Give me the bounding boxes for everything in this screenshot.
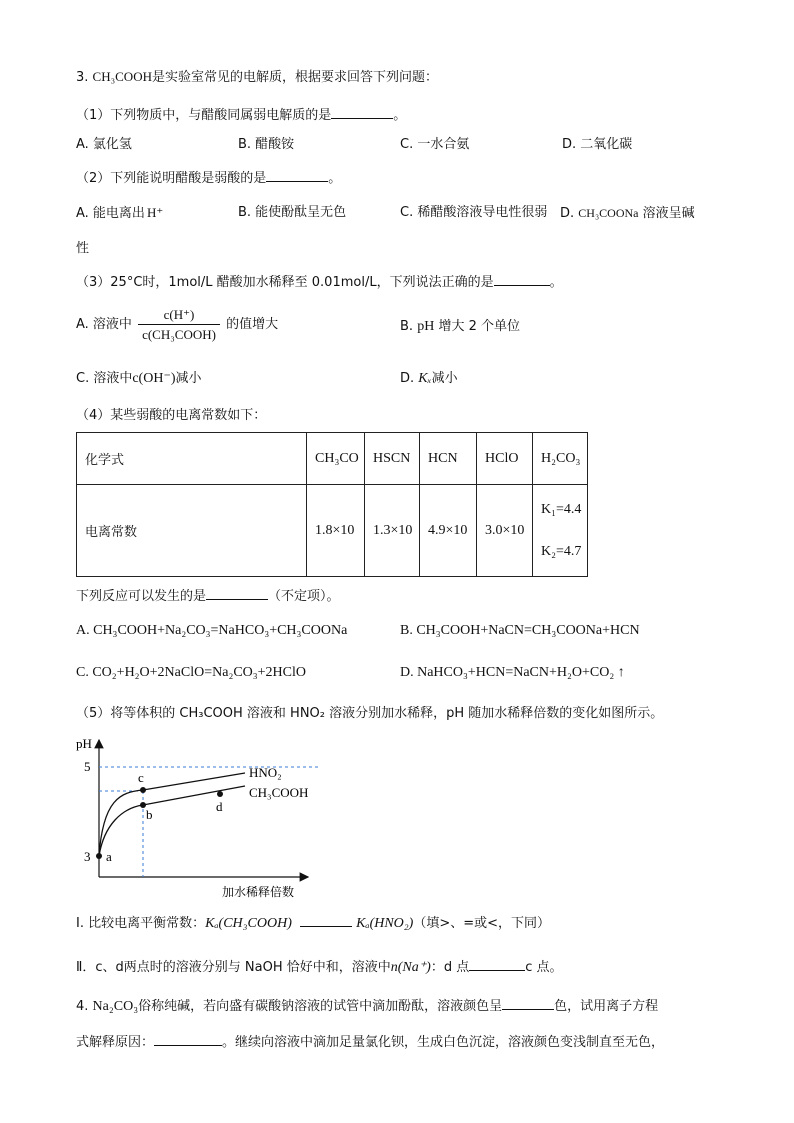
point-d <box>217 791 223 797</box>
q3-p2-option-c[interactable]: C. 稀醋酸溶液导电性很弱 <box>400 205 548 220</box>
table-header-hcn: HCN <box>420 433 477 485</box>
point-b-label: b <box>146 807 153 822</box>
ph-dilution-chart <box>70 730 330 905</box>
table-cell-value: 3.0×10 <box>477 485 533 577</box>
h2co3-k2: K₂=4.7 <box>541 543 582 559</box>
answer-blank[interactable] <box>154 1032 222 1046</box>
concentration-ratio: $\frac{c(H^+)}{\text{c(CH₃COOH)}}$ <box>138 306 220 343</box>
table-cell-h2co3 <box>533 485 588 577</box>
q3-part3-question: （3）25°C时，1mol/L 醋酸加水稀释至 0.01mol/L，下列说法正确的是 。 <box>76 272 563 292</box>
h2co3-k1: K₁=4.4 <box>541 501 582 517</box>
q3-p4-option-b[interactable]: B. CH₃COOH+NaCN=CH₃COONa+HCN <box>400 623 640 638</box>
q3-p1-option-c[interactable]: C. 一水合氨 <box>400 137 470 152</box>
q3-p3-option-a[interactable]: A. 溶液中 $\frac{c(H^+)}{\text{c(CH₃COOH)}}$ 的值增大 <box>76 307 279 342</box>
q3-p5-part2: Ⅱ．c、d两点时的溶液分别与 NaOH 恰好中和，溶液中n(Na⁺)：d 点 c 点。 <box>76 957 563 977</box>
q3-p3-option-d[interactable]: D. Kₓ减小 <box>400 371 458 386</box>
q3-p4-option-c[interactable]: C. CO₂+H₂O+2NaClO=Na₂CO₃+2HClO <box>76 665 306 680</box>
q4-line1: 4. Na₂CO₃俗称纯碱，若向盛有碳酸钠溶液的试管中滴加酚酞，溶液颜色呈 色，试用离子方程 <box>76 996 658 1016</box>
answer-blank[interactable] <box>266 168 328 182</box>
point-c <box>140 787 146 793</box>
q3-part1-question: （1）下列物质中，与醋酸同属弱电解质的是 。 <box>76 105 406 125</box>
answer-blank[interactable] <box>206 586 268 600</box>
q3-stem: 3. CH₃COOH是实验室常见的电解质，根据要求回答下列问题： <box>76 69 438 85</box>
q3-p4-option-a[interactable]: A. CH₃COOH+Na₂CO₃=NaHCO₃+CH₃COONa <box>76 623 348 638</box>
point-c-label: c <box>138 770 144 785</box>
q3-p1-option-d[interactable]: D. 二氧化碳 <box>562 137 633 152</box>
series-label-ch3cooh: CH₃COOH <box>249 785 309 800</box>
q3-p1-option-a[interactable]: A. 氯化氢 <box>76 137 132 152</box>
q3-part4-question: 下列反应可以发生的是 （不定项）。 <box>76 586 340 606</box>
point-a-label: a <box>106 849 112 864</box>
point-d-label: d <box>216 799 223 814</box>
table-header-hscn: HSCN <box>365 433 420 485</box>
q3-p2-option-a[interactable]: A. 能电离出 H⁺ <box>76 205 164 221</box>
answer-blank[interactable] <box>331 105 393 119</box>
table-header-h2co3: H₂CO₃ <box>533 433 588 485</box>
point-a <box>96 853 102 859</box>
answer-blank[interactable] <box>300 913 352 927</box>
ionization-constant-table <box>76 432 588 577</box>
q3-p2-option-b[interactable]: B. 能使酚酞呈无色 <box>238 205 347 220</box>
x-axis-label: 加水稀释倍数 <box>222 885 295 899</box>
table-cell-value: 1.3×10 <box>365 485 420 577</box>
table-cell-value: 4.9×10 <box>420 485 477 577</box>
table-cell-value: 1.8×10 <box>307 485 365 577</box>
q3-part5-intro: （5）将等体积的 CH₃COOH 溶液和 HNO₂ 溶液分别加水稀释，pH 随加水稀释倍数的变化如图所示。 <box>76 706 664 721</box>
table-header-hclo: HClO <box>477 433 533 485</box>
q3-p2-option-d-cont: 性 <box>76 241 90 256</box>
q4-line2: 式解释原因： 。继续向溶液中滴加足量氯化钡，生成白色沉淀，溶液颜色变浅制直至无色， <box>76 1032 664 1052</box>
answer-blank[interactable] <box>469 957 525 971</box>
q3-p1-option-b[interactable]: B. 醋酸铵 <box>238 137 295 152</box>
series-label-hno2: HNO₂ <box>249 765 282 780</box>
q3-p3-option-b[interactable]: B. pH 增大 2 个单位 <box>400 319 521 334</box>
table-row-label: 电离常数 <box>77 485 307 577</box>
q3-p2-option-d[interactable]: D. CH₃COONa 溶液呈碱 <box>560 206 695 221</box>
y-tick-label: 3 <box>84 849 91 864</box>
q3-p4-option-d[interactable]: D. NaHCO₃+HCN=NaCN+H₂O+CO₂ ↑ <box>400 665 625 680</box>
q3-p3-option-c[interactable]: C. 溶液中c(OH⁻)减小 <box>76 371 202 386</box>
table-header-formula: 化学式 <box>77 433 307 485</box>
q3-part2-question: （2）下列能说明醋酸是弱酸的是 。 <box>76 168 341 188</box>
q3-part4-intro: （4）某些弱酸的电离常数如下： <box>76 408 267 423</box>
y-tick-label: 5 <box>84 759 91 774</box>
q3-p5-part1: I. 比较电离平衡常数：Kₐ(CH₃COOH) Kₐ(HNO₂)（填>、=或<，下同） <box>76 913 550 933</box>
table-header-ch3cooh: CH₃CO <box>307 433 365 485</box>
y-axis-label: pH <box>76 736 92 751</box>
answer-blank[interactable] <box>502 996 554 1010</box>
answer-blank[interactable] <box>494 272 550 286</box>
